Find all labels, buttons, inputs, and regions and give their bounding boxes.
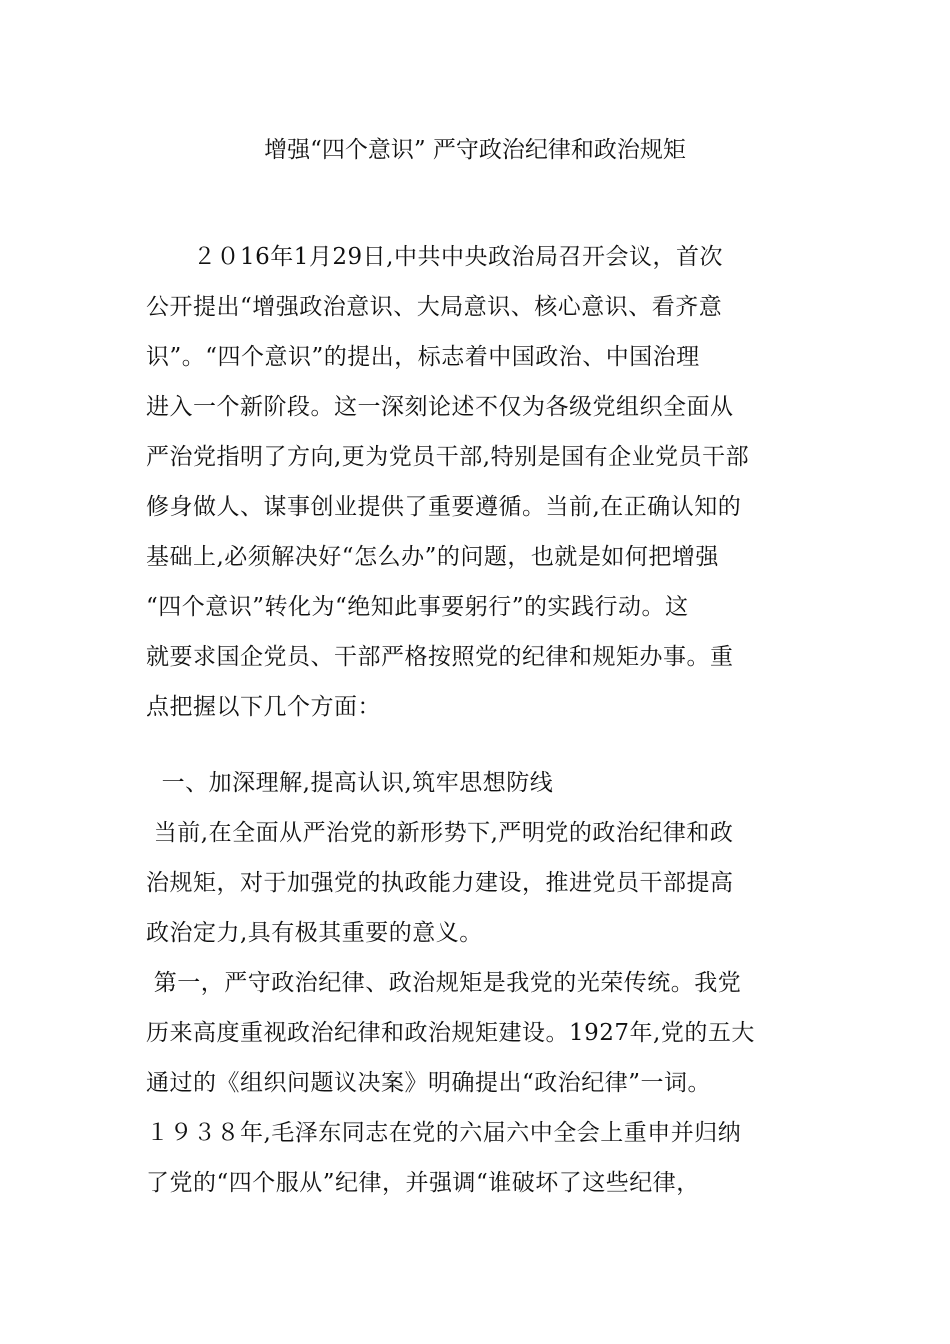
- section-line: 当前,在全面从严治党的新形势下,严明党的政治纪律和政: [146, 820, 734, 846]
- section-line: １９３８年,毛泽东同志在党的六届六中全会上重申并归纳: [146, 1120, 742, 1146]
- paragraph-line: 公开提出“增强政治意识、大局意识、核心意识、看齐意: [146, 294, 723, 320]
- section-line: 政治定力,具有极其重要的意义。: [146, 920, 483, 946]
- paragraph-line: 进入一个新阶段。这一深刻论述不仅为各级党组织全面从: [146, 394, 734, 420]
- paragraph-line: “四个意识”转化为“绝知此事要躬行”的实践行动。这: [146, 594, 689, 620]
- section-line: 治规矩，对于加强党的执政能力建设，推进党员干部提高: [146, 870, 734, 896]
- paragraph-line: 基础上,必须解决好“怎么办”的问题，也就是如何把增强: [146, 544, 719, 570]
- paragraph-line: ２０16年1月29日,中共中央政治局召开会议，首次: [146, 244, 723, 270]
- paragraph-gap: [146, 732, 806, 758]
- document-body: [146, 232, 806, 1208]
- paragraph-line: 严治党指明了方向,更为党员干部,特别是国有企业党员干部: [146, 444, 750, 470]
- section-heading: 一、加深理解,提高认识,筑牢思想防线: [146, 770, 554, 796]
- section-line: 通过的《组织问题议决案》明确提出“政治纪律”一词。: [146, 1070, 712, 1096]
- paragraph-line: 识”。“四个意识”的提出，标志着中国政治、中国治理: [146, 344, 700, 370]
- document-title: 增强“四个意识” 严守政治纪律和政治规矩: [264, 137, 686, 163]
- paragraph-line: 就要求国企党员、干部严格按照党的纪律和规矩办事。重: [146, 644, 734, 670]
- section-line: 历来高度重视政治纪律和政治规矩建设。1927年,党的五大: [146, 1020, 755, 1046]
- section-line: 第一，严守政治纪律、政治规矩是我党的光荣传统。我党: [146, 970, 742, 996]
- paragraph-line: 点把握以下几个方面：: [146, 694, 381, 720]
- section-line: 了党的“四个服从”纪律，并强调“谁破坏了这些纪律，: [146, 1170, 700, 1196]
- paragraph-line: 修身做人、谋事创业提供了重要遵循。当前,在正确认知的: [146, 494, 742, 520]
